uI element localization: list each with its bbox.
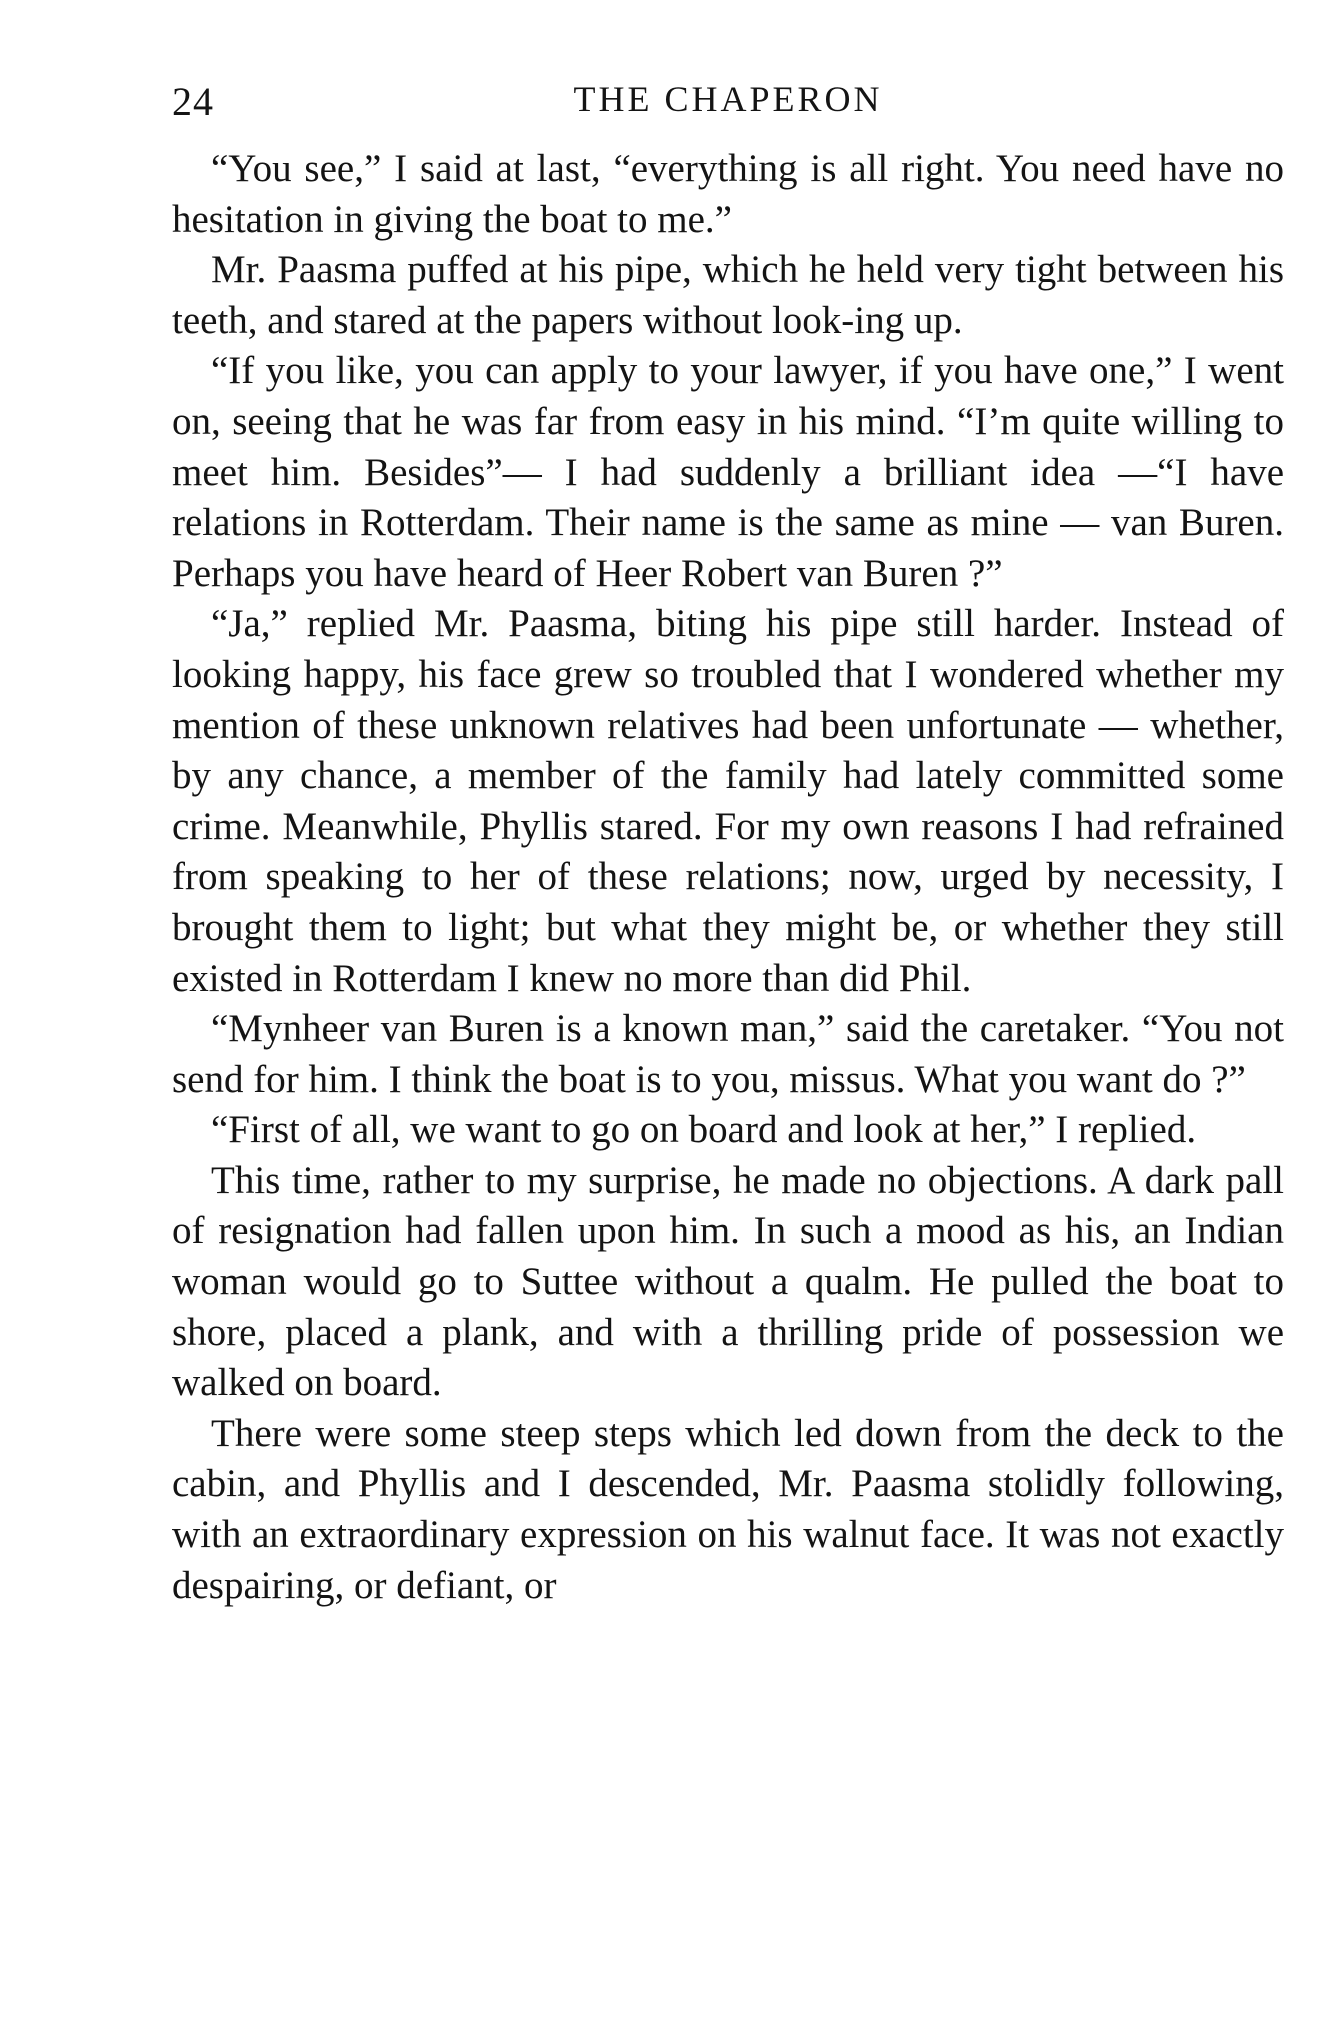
paragraph: “First of all, we want to go on board and look at her,” I replied. [211, 1108, 1197, 1152]
paragraph: This time, rather to my surprise, he made no objections. A dark pall of resignation had fallen upon him. In such a mood as his, an Indian woman would go to Suttee without a qualm. He pulled the boat to shore, placed a plank, and with a thrilling pride of possession we walked on board. [172, 1158, 1284, 1405]
paragraph: “Mynheer van Buren is a known man,” said the caretaker. “You not send for him. I think the boat is to you, missus. What you want do ?” [172, 1007, 1284, 1101]
body-text [172, 144, 1284, 1611]
paragraph: “If you like, you can apply to your lawyer, if you have one,” I went on, seeing that he was far from easy in his mind. “I’m quite willing to meet him. Besides”— I had suddenly a brilliant idea —“I have relations in Rotterdam. Their name is the same as mine — van Buren. Perhaps you have heard of Heer Robert van Buren ?” [172, 349, 1284, 595]
page-number: 24 [172, 79, 214, 124]
running-head [172, 78, 1284, 138]
paragraph: “You see,” I said at last, “everything is all right. You need have no hesitation in giving the boat to me.” [172, 147, 1284, 241]
running-title: THE CHAPERON [573, 79, 883, 119]
paragraph: Mr. Paasma puffed at his pipe, which he held very tight between his teeth, and stared at the papers without look-ing up. [172, 248, 1284, 342]
paragraph: There were some steep steps which led down from the deck to the cabin, and Phyllis and I descended, Mr. Paasma stolidly following, with an extraordinary expression on his walnut face. It was not exactly despairing, or defiant, or [172, 1411, 1284, 1607]
paragraph: “Ja,” replied Mr. Paasma, biting his pipe still harder. Instead of looking happy, his face grew so troubled that I wondered whether my mention of these unknown relatives had been unfortunate — whether, by any chance, a member of the family had lately committed some crime. Meanwhile, Phyllis stared. For my own reasons I had refrained from speaking to her of these relations; now, urged by necessity, I brought them to light; but what they might be, or whether they still existed in Rotterdam I knew no more than did Phil. [172, 602, 1284, 1000]
